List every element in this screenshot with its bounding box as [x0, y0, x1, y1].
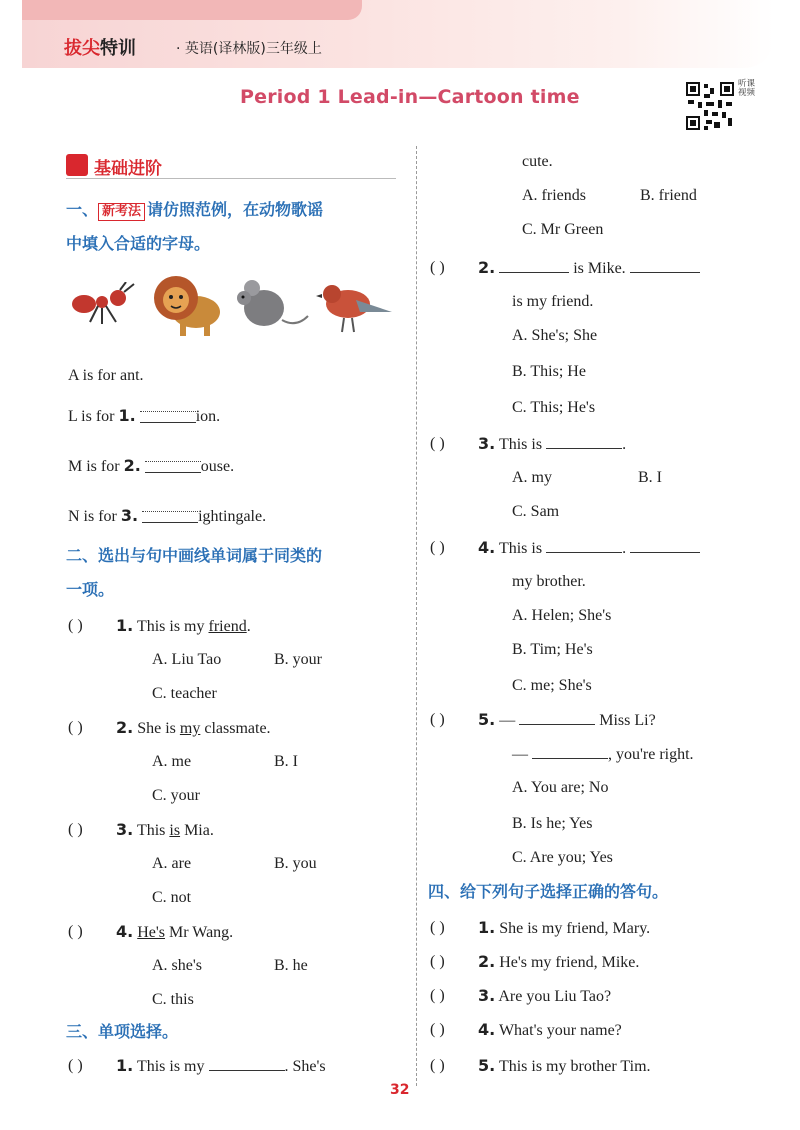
option-a: A. me	[152, 753, 192, 770]
answer-paren[interactable]: ( )	[68, 923, 83, 940]
part1-item-1: L is for 1. ion.	[68, 406, 221, 425]
answer-paren[interactable]: ( )	[430, 1021, 445, 1038]
part2-instruction: 二、选出与句中画线单词属于同类的	[66, 546, 323, 565]
answer-paren[interactable]: ( )	[68, 1057, 83, 1074]
part4-item-2: 2. He's my friend, Mike.	[478, 952, 640, 971]
answer-paren[interactable]: ( )	[430, 259, 445, 276]
option-b: B. your	[274, 651, 322, 668]
part3-q2: 2. is Mike.	[478, 258, 700, 279]
ant-icon	[70, 282, 142, 326]
subject-label: · 英语(译林版)三年级上	[176, 41, 322, 57]
option-b: B. friend	[640, 187, 697, 204]
option-a: A. Helen; She's	[512, 607, 612, 624]
option-c: C. me; She's	[512, 677, 592, 694]
option-b: B. This; He	[512, 363, 586, 380]
answer-blank[interactable]	[140, 411, 196, 423]
option-b: B. I	[638, 469, 662, 486]
option-c: C. teacher	[152, 685, 217, 702]
part1-item-3: N is for 3. ightingale.	[68, 506, 267, 525]
part3-q4: 4. This is .	[478, 538, 700, 559]
option-c: C. This; He's	[512, 399, 596, 416]
option-a: A. she's	[152, 957, 202, 974]
option-c: C. Mr Green	[522, 221, 604, 238]
option-c: C. your	[152, 787, 200, 804]
answer-paren[interactable]: ( )	[68, 821, 83, 838]
answer-blank[interactable]	[209, 1056, 285, 1071]
part4-item-4: 4. What's your name?	[478, 1020, 622, 1039]
pencil-icon	[66, 154, 88, 176]
column-divider	[416, 146, 417, 1086]
answer-paren[interactable]: ( )	[430, 919, 445, 936]
qr-code-icon[interactable]	[684, 80, 736, 132]
part3-q1-continued: cute.	[522, 153, 553, 170]
option-a: A. my	[512, 469, 552, 486]
option-c: C. this	[152, 991, 194, 1008]
answer-blank[interactable]	[142, 511, 198, 523]
part3-q5: 5. — Miss Li?	[478, 710, 656, 729]
part3-q4-continued: my brother.	[512, 573, 586, 590]
answer-blank[interactable]	[145, 461, 201, 473]
answer-paren[interactable]: ( )	[430, 539, 445, 556]
part2-q4: 4. He's Mr Wang.	[116, 922, 234, 941]
answer-blank[interactable]	[546, 434, 622, 449]
mouse-icon	[234, 276, 310, 334]
part1-instruction: 一、 新考法 请仿照范例，在动物歌谣	[66, 200, 324, 219]
section-basic-heading: 基础进阶	[66, 150, 396, 182]
answer-paren[interactable]: ( )	[68, 617, 83, 634]
part2-q3: 3. This is Mia.	[116, 820, 214, 839]
part3-q5-line2: — , you're right.	[512, 746, 694, 763]
option-a: A. She's; She	[512, 327, 598, 344]
brand-logo: 拔尖特训	[64, 38, 136, 59]
page-number: 32	[390, 1082, 410, 1098]
part4-item-3: 3. Are you Liu Tao?	[478, 986, 612, 1005]
part3-q3: 3. This is .	[478, 434, 627, 453]
answer-blank[interactable]	[630, 258, 700, 273]
option-b: B. I	[274, 753, 298, 770]
option-b: B. he	[274, 957, 308, 974]
answer-paren[interactable]: ( )	[68, 719, 83, 736]
part2-q1: 1. This is my friend.	[116, 616, 251, 635]
part4-instruction: 四、给下列句子选择正确的答句。	[428, 882, 669, 901]
option-a: A. Liu Tao	[152, 651, 222, 668]
new-method-tag: 新考法	[98, 203, 145, 221]
part1-instruction-2: 中填入合适的字母。	[66, 234, 211, 253]
answer-blank[interactable]	[630, 538, 700, 553]
option-a: A. are	[152, 855, 192, 872]
nightingale-icon	[316, 278, 392, 334]
option-a: A. You are; No	[512, 779, 609, 796]
answer-paren[interactable]: ( )	[430, 953, 445, 970]
option-a: A. friends	[522, 187, 586, 204]
option-b: B. you	[274, 855, 317, 872]
answer-blank[interactable]	[532, 744, 608, 759]
option-b: B. Is he; Yes	[512, 815, 593, 832]
answer-paren[interactable]: ( )	[430, 435, 445, 452]
answer-blank[interactable]	[546, 538, 622, 553]
part1-example: A is for ant.	[68, 367, 144, 384]
part4-item-1: 1. She is my friend, Mary.	[478, 918, 651, 937]
part2-q2: 2. She is my classmate.	[116, 718, 271, 737]
header-band-accent	[22, 0, 362, 20]
option-c: C. Are you; Yes	[512, 849, 613, 866]
lion-icon	[150, 272, 224, 336]
answer-paren[interactable]: ( )	[430, 987, 445, 1004]
part1-item-2: M is for 2. ouse.	[68, 456, 235, 475]
option-c: C. not	[152, 889, 192, 906]
answer-paren[interactable]: ( )	[430, 711, 445, 728]
part3-q2-continued: is my friend.	[512, 293, 594, 310]
page-title: Period 1 Lead-in—Cartoon time	[240, 86, 580, 108]
part3-q1: 1. This is my . She's	[116, 1056, 326, 1075]
qr-caption: 听课视频	[738, 79, 756, 98]
answer-blank[interactable]	[499, 258, 569, 273]
part2-instruction-2: 一项。	[66, 580, 115, 599]
option-c: C. Sam	[512, 503, 560, 520]
option-b: B. Tim; He's	[512, 641, 593, 658]
answer-paren[interactable]: ( )	[430, 1057, 445, 1074]
answer-blank[interactable]	[519, 710, 595, 725]
part3-instruction: 三、单项选择。	[66, 1022, 179, 1041]
part4-item-5: 5. This is my brother Tim.	[478, 1056, 651, 1075]
